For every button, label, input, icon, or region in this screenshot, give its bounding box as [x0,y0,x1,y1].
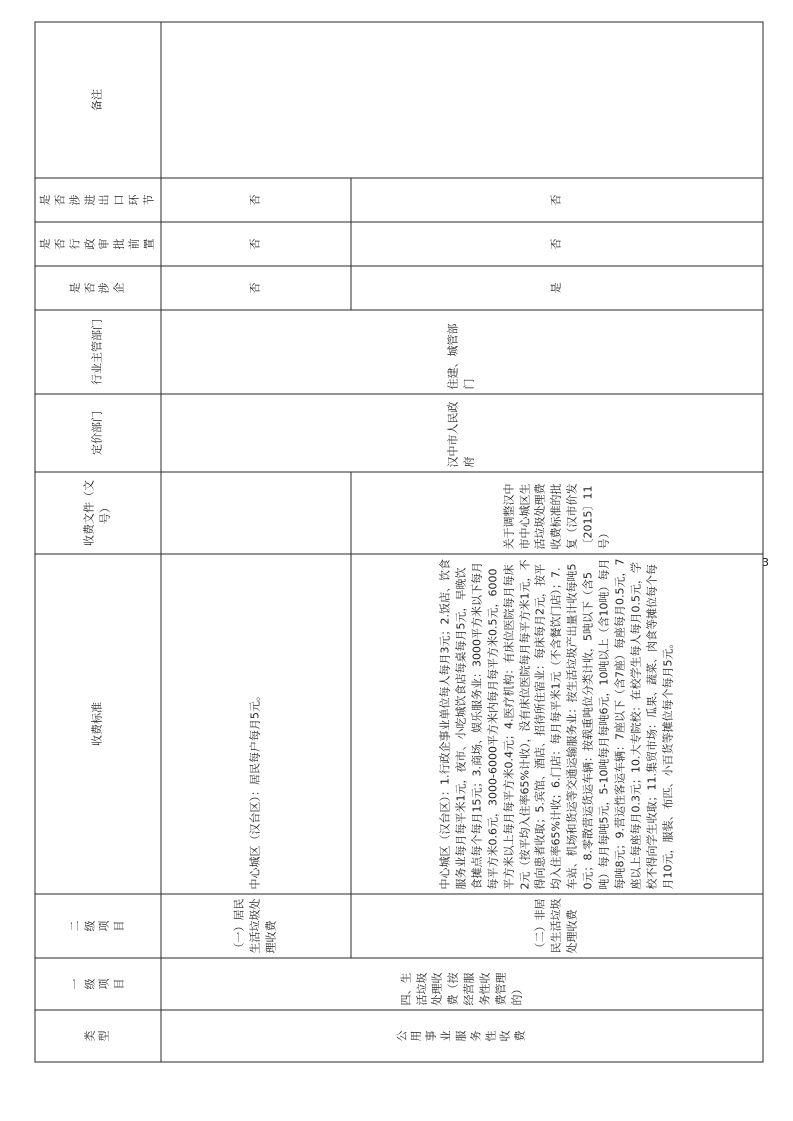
standard-cell: 中心城区（汉台区）：居民每户每月5元。 [161,554,351,894]
header-row [35,22,161,1062]
type-cell: 公用事业服务性收费 [161,1010,763,1062]
industry-dept-cell: 住建、城管部门 [161,310,763,394]
page-number: 3 [762,556,769,569]
remarks-cell [161,22,763,178]
header-type: 类型 [35,1010,161,1062]
table-row [351,22,763,1062]
header-document: 收费文件（文号） [35,472,161,554]
import-export-cell: 否 [351,178,763,222]
level1-cell: 四、生活垃圾处理收费（按经营服务性收费管理的） [161,958,763,1010]
table-row [161,22,351,1062]
admin-approval-cell: 否 [161,222,351,266]
import-export-cell: 否 [161,178,351,222]
header-standard: 收费标准 [35,554,161,894]
enterprise-cell: 是 [351,266,763,310]
header-industry-dept: 行业主管部门 [35,310,161,394]
header-admin-approval: 是否行政审批前置 [35,222,161,266]
level2-cell: （一）居民生活垃圾处理收费 [161,894,351,958]
standard-cell: 中心城区（汉台区）：1.行政企事业单位每人每月3元；2.饭店、饮食服务业每月每平米1元，夜市、小吃城饮食店每桌每月5元，早晚饮食摊点每个每月15元；3.商场、娱乐服务业：3000平方米以下每月每平方米0.6元，3000-6000平方米内每月每平方米0.5元，6000平方米以上每月每平方米0.4元；4.医疗机构：有床位医院每月每床2元（按平均入住率65%计收），没有床位医院每月每平方米1元，不得向患者收取；5.宾馆、酒店、招待所住宿业：每床每月2元，按平均入住率65%计收；6.门店：每月每平米1元（不含餐饮门店）；7.车站、机场和货运等交通运输服务业：按生活垃圾产出量计收每吨50元；8.零散营运货运车辆：按载重吨位分类计收，5吨以下（含5吨）每月每吨5元，5-10吨每月每吨6元，10吨以上（含10吨）每月每吨8元；9.营运性客运车辆：7座以下（含7座）每座每月0.5元，7座以上每座每月0.3元；10.大专院校：在校学生每人每月0.5元，学校不得向学生收取；11.集贸市场：瓜果、蔬菜、肉食等摊位每个每月10元，服装、布匹、小百货等摊位每个每月5元。 [351,554,763,894]
header-level1: 一级项目 [35,958,161,1010]
header-import-export: 是否涉进出口环节 [35,178,161,222]
enterprise-cell: 否 [161,266,351,310]
header-pricing-dept: 定价部门 [35,394,161,472]
document-cell: 关于调整汉中市中心城区生活垃圾处理费收费标准的批复（汉市价发〔2015〕11号） [351,472,763,554]
header-level2: 二级项目 [35,894,161,958]
admin-approval-cell: 否 [351,222,763,266]
fee-table [35,22,764,1063]
pricing-dept-cell: 汉中市人民政府 [161,394,763,472]
header-enterprise: 是否涉企 [35,266,161,310]
rotated-fee-table-container [35,23,742,1063]
header-remarks: 备注 [35,22,161,178]
document-cell [161,472,351,554]
level2-cell: （二）非居民生活垃圾处理收费 [351,894,763,958]
